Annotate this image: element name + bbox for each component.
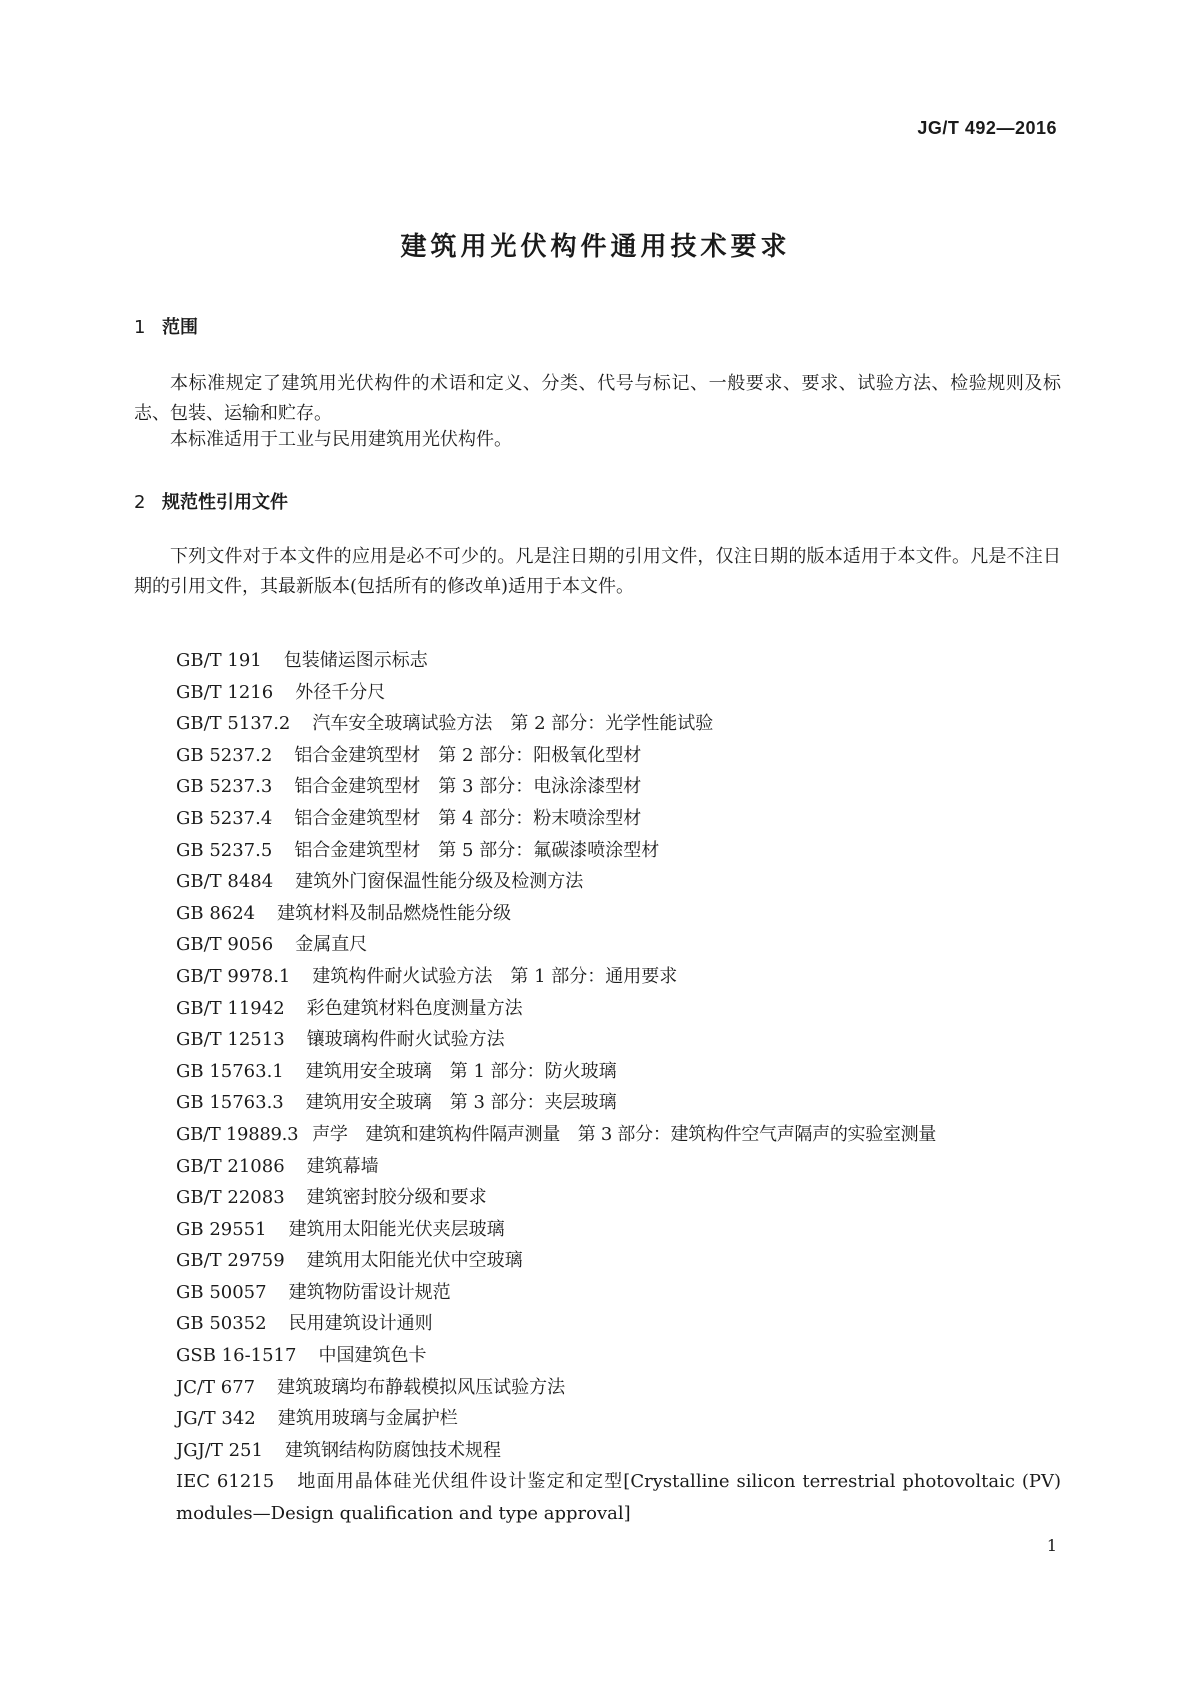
- reference-code: GB 50352: [176, 1313, 267, 1335]
- reference-title: 彩色建筑材料色度测量方法: [306, 997, 523, 1019]
- section-title: 范围: [162, 317, 198, 338]
- reference-code: GB/T 19889.3: [176, 1123, 299, 1145]
- reference-title: 建筑玻璃均布静载模拟风压试验方法: [277, 1376, 566, 1398]
- reference-code: GB/T 9056: [176, 934, 274, 956]
- reference-item: [176, 1214, 1061, 1246]
- reference-code: GB 5237.5: [176, 839, 273, 861]
- reference-item: [176, 929, 1061, 961]
- reference-title: 包装储运图示标志: [283, 650, 428, 671]
- section-1-paragraph-1: 本标准规定了建筑用光伏构件的术语和定义、分类、代号与标记、一般要求、要求、试验方法、检验规则及标志、包装、运输和贮存。: [134, 373, 1061, 424]
- reference-item: [176, 1340, 1061, 1372]
- reference-code: GB 5237.4: [176, 807, 273, 829]
- reference-item: [176, 993, 1061, 1025]
- reference-title: 中国建筑色卡: [318, 1345, 427, 1367]
- reference-title: 建筑用太阳能光伏中空玻璃: [306, 1250, 523, 1272]
- reference-code: GB/T 1216: [176, 681, 274, 703]
- reference-code: GB/T 21086: [176, 1155, 285, 1177]
- reference-item: [176, 1466, 1061, 1529]
- reference-item: [176, 898, 1061, 930]
- reference-title: 建筑钢结构防腐蚀技术规程: [284, 1439, 501, 1461]
- reference-code: GB/T 29759: [176, 1250, 285, 1272]
- reference-item: [176, 1277, 1061, 1309]
- reference-item: [176, 1245, 1061, 1277]
- reference-code: GB 5237.3: [176, 776, 273, 798]
- reference-item: [176, 771, 1061, 803]
- reference-code: GB 5237.2: [176, 744, 273, 766]
- reference-title: 汽车安全玻璃试验方法 第 2 部分：光学性能试验: [312, 713, 714, 735]
- document-title: 建筑用光伏构件通用技术要求: [400, 232, 791, 262]
- standard-code: JG/T 492—2016: [917, 118, 1057, 138]
- reference-item: [176, 803, 1061, 835]
- reference-item: [176, 1308, 1061, 1340]
- reference-item: [176, 1435, 1061, 1467]
- reference-code: GB 50057: [176, 1281, 267, 1303]
- reference-code: GB 8624: [176, 902, 256, 924]
- reference-title: 建筑用安全玻璃 第 3 部分：夹层玻璃: [305, 1092, 617, 1114]
- reference-title: 地面用晶体硅光伏组件设计鉴定和定型[Crystalline silicon terrestrial photovoltaic (PV) modules—Design qualification and type approval]: [176, 1471, 1061, 1525]
- reference-title: 建筑用安全玻璃 第 1 部分：防火玻璃: [305, 1060, 617, 1082]
- reference-item: [176, 677, 1061, 709]
- reference-title: 建筑幕墙: [306, 1155, 379, 1177]
- reference-item: [176, 1119, 1061, 1151]
- reference-title: 建筑用玻璃与金属护栏: [277, 1408, 458, 1430]
- normative-references-list: [176, 645, 1061, 1530]
- reference-title: 铝合金建筑型材 第 2 部分：阳极氧化型材: [294, 744, 642, 766]
- section-number: 1: [134, 317, 146, 338]
- reference-code: GB 15763.3: [176, 1092, 284, 1114]
- section-title: 规范性引用文件: [162, 492, 288, 513]
- section-1-paragraph-2: 本标准适用于工业与民用建筑用光伏构件。: [170, 429, 512, 450]
- reference-item: [176, 740, 1061, 772]
- section-number: 2: [134, 492, 146, 513]
- reference-title: 声学 建筑和建筑构件隔声测量 第 3 部分：建筑构件空气声隔声的实验室测量: [312, 1123, 937, 1145]
- reference-title: 金属直尺: [295, 934, 368, 956]
- page-number: 1: [1046, 1536, 1057, 1555]
- reference-item: [176, 961, 1061, 993]
- reference-item: [176, 1056, 1061, 1088]
- reference-title: 民用建筑设计通则: [288, 1313, 433, 1335]
- section-2-heading: [134, 488, 288, 514]
- reference-item: [176, 866, 1061, 898]
- reference-item: [176, 1087, 1061, 1119]
- reference-code: GB/T 191: [176, 650, 262, 671]
- reference-item: [176, 1403, 1061, 1435]
- reference-code: GB/T 12513: [176, 1029, 285, 1051]
- section-1-heading: [134, 313, 198, 339]
- reference-item: [176, 835, 1061, 867]
- reference-item: [176, 1182, 1061, 1214]
- reference-title: 建筑密封胶分级和要求: [306, 1187, 487, 1209]
- reference-code: JGJ/T 251: [176, 1439, 263, 1461]
- reference-title: 铝合金建筑型材 第 4 部分：粉末喷涂型材: [294, 807, 642, 829]
- reference-title: 建筑构件耐火试验方法 第 1 部分：通用要求: [312, 965, 678, 987]
- section-2-paragraph-1: 下列文件对于本文件的应用是必不可少的。凡是注日期的引用文件，仅注日期的版本适用于本文件。凡是不注日期的引用文件，其最新版本(包括所有的修改单)适用于本文件。: [134, 546, 1061, 597]
- reference-code: GB/T 11942: [176, 997, 285, 1019]
- reference-item: [176, 1372, 1061, 1404]
- reference-title: 外径千分尺: [295, 681, 386, 703]
- reference-title: 镶玻璃构件耐火试验方法: [306, 1029, 505, 1051]
- reference-code: GB/T 9978.1: [176, 965, 291, 987]
- reference-code: GB/T 22083: [176, 1187, 285, 1209]
- reference-item: [176, 1151, 1061, 1183]
- reference-item: [176, 1024, 1061, 1056]
- reference-title: 建筑物防雷设计规范: [288, 1281, 451, 1303]
- reference-title: 建筑外门窗保温性能分级及检测方法: [295, 871, 584, 893]
- reference-code: GB 29551: [176, 1218, 267, 1240]
- reference-code: JG/T 342: [176, 1408, 256, 1430]
- reference-code: IEC 61215: [176, 1471, 275, 1493]
- reference-code: GSB 16-1517: [176, 1345, 297, 1367]
- reference-code: GB/T 8484: [176, 871, 274, 893]
- reference-code: JC/T 677: [176, 1376, 256, 1398]
- reference-item: [176, 645, 1061, 677]
- reference-title: 建筑材料及制品燃烧性能分级: [277, 902, 512, 924]
- reference-title: 铝合金建筑型材 第 3 部分：电泳涂漆型材: [294, 776, 642, 798]
- reference-code: GB 15763.1: [176, 1060, 284, 1082]
- reference-title: 铝合金建筑型材 第 5 部分：氟碳漆喷涂型材: [294, 839, 660, 861]
- reference-item: [176, 708, 1061, 740]
- reference-title: 建筑用太阳能光伏夹层玻璃: [288, 1218, 505, 1240]
- reference-code: GB/T 5137.2: [176, 713, 291, 735]
